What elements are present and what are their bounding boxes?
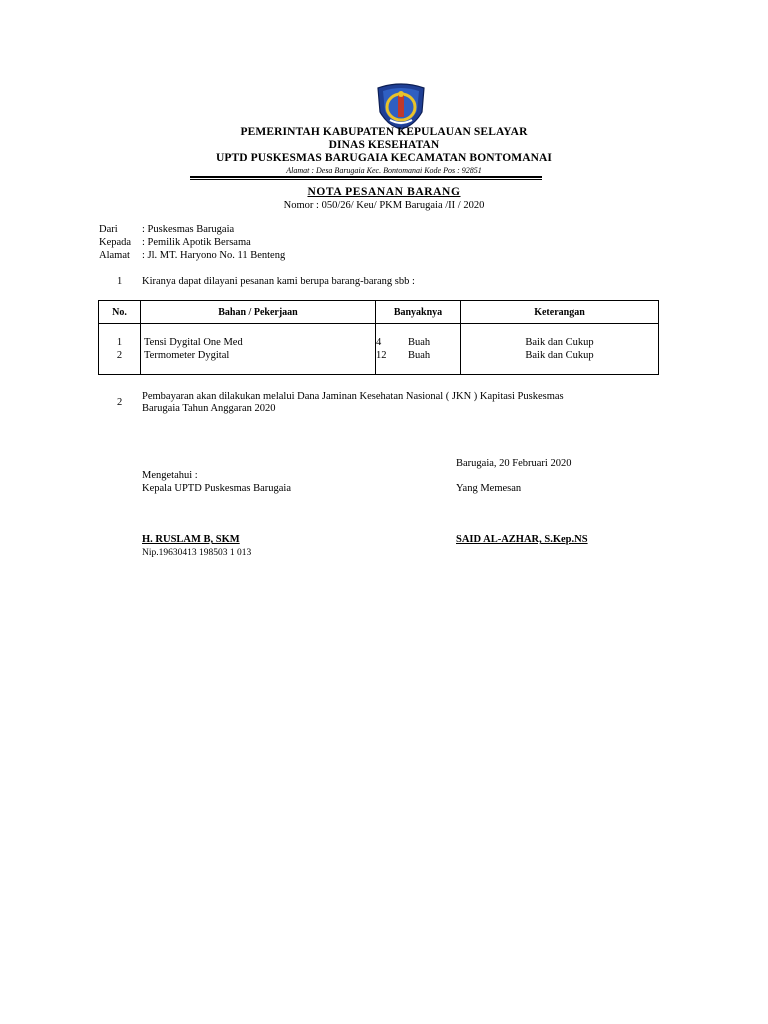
header-address: Alamat : Desa Barugaia Kec. Bontomanai Kode Pos : 92851 — [286, 166, 482, 175]
table-cell-note — [461, 324, 659, 375]
document-title: NOTA PESANAN BARANG — [307, 186, 461, 198]
row-2-qty: 12 — [376, 350, 387, 361]
row-1-no: 1 — [116, 337, 123, 348]
point-2-text-line1: Pembayaran akan dilakukan melalui Dana Jaminan Kesehatan Nasional ( JKN ) Kapitasi Puskesmas — [142, 391, 564, 402]
row-2-item: Termometer Dygital — [144, 350, 230, 361]
row-1-qty: 4 — [376, 337, 382, 348]
table-cell-no — [99, 324, 141, 375]
row-1-unit: Buah — [408, 337, 431, 348]
orderer-label: Yang Memesan — [456, 483, 522, 494]
row-2-note: Baik dan Cukup — [525, 350, 594, 361]
meta-value-kepada: : Pemilik Apotik Bersama — [142, 237, 251, 248]
header-institution: UPTD PUSKESMAS BARUGAIA KECAMATAN BONTOMANAI — [215, 152, 552, 164]
meta-value-alamat: : Jl. MT. Haryono No. 11 Benteng — [142, 250, 286, 261]
point-2-number: 2 — [117, 397, 123, 408]
table-cell-qty — [376, 324, 461, 375]
header-government: PEMERINTAH KABUPATEN KEPULAUAN SELAYAR — [240, 126, 528, 138]
row-2-unit: Buah — [408, 350, 431, 361]
point-1-number: 1 — [117, 276, 123, 287]
table-row — [99, 324, 659, 375]
regency-emblem-icon — [374, 82, 428, 130]
meta-value-dari: : Puskesmas Barugaia — [142, 224, 235, 235]
acknowledger-title: Kepala UPTD Puskesmas Barugaia — [142, 483, 292, 494]
meta-label-alamat: Alamat — [99, 250, 130, 261]
header-agency: DINAS KESEHATAN — [328, 139, 440, 151]
table-cell-item — [141, 324, 376, 375]
acknowledged-label: Mengetahui : — [142, 470, 198, 481]
column-header-keterangan: Keterangan — [461, 301, 659, 324]
order-items-table — [98, 300, 659, 375]
column-header-banyaknya: Banyaknya — [376, 301, 461, 324]
row-1-item: Tensi Dygital One Med — [144, 337, 243, 348]
point-1-text: Kiranya dapat dilayani pesanan kami berupa barang-barang sbb : — [142, 276, 415, 287]
meta-label-dari: Dari — [99, 224, 118, 235]
document-number: Nomor : 050/26/ Keu/ PKM Barugaia /II / 2020 — [283, 200, 485, 211]
column-header-bahan: Bahan / Pekerjaan — [141, 301, 376, 324]
acknowledger-nip: Nip.19630413 198503 1 013 — [142, 548, 252, 558]
orderer-name: SAID AL-AZHAR, S.Kep.NS — [456, 534, 588, 545]
place-date: Barugaia, 20 Februari 2020 — [456, 458, 572, 469]
acknowledger-name: H. RUSLAM B, SKM — [142, 534, 240, 545]
row-2-no: 2 — [116, 350, 123, 361]
header-divider — [190, 176, 542, 178]
table-header-row — [99, 301, 659, 324]
point-2-text-line2: Barugaia Tahun Anggaran 2020 — [142, 403, 276, 414]
header-divider-thin — [190, 179, 542, 180]
meta-label-kepada: Kepada — [99, 237, 132, 248]
column-header-no: No. — [99, 301, 141, 324]
row-1-note: Baik dan Cukup — [525, 337, 594, 348]
